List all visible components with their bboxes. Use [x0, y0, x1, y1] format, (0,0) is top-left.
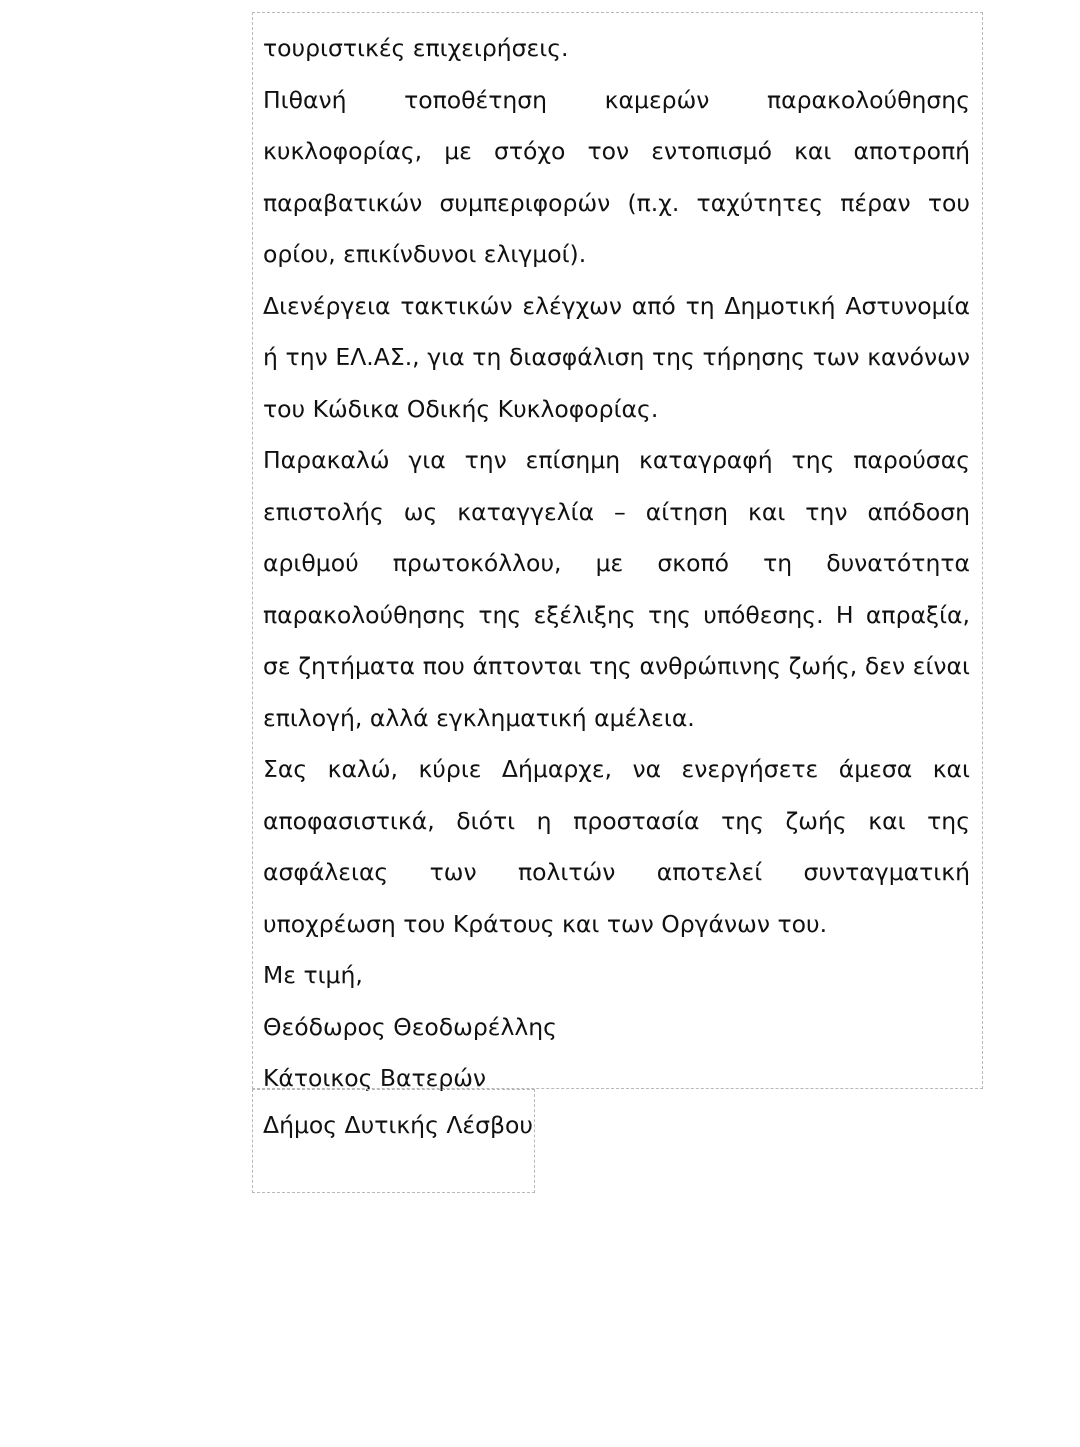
- signature-name: Θεόδωρος Θεοδωρέλλης: [263, 1012, 557, 1041]
- letter-body: [252, 12, 983, 1092]
- municipality-name: Δήμος Δυτικής Λέσβου: [263, 1111, 533, 1139]
- paragraph: Διενέργεια τακτικών ελέγχων από τη Δημοτική Αστυνομία ή την ΕΛ.ΑΣ., για τη διασφάλιση της τήρησης των κανόνων του Κώδικα Οδικής Κυκλοφορίας.: [263, 291, 970, 423]
- recipient-box: [252, 1089, 535, 1193]
- signature-role: Κάτοικος Βατερών: [263, 1064, 487, 1092]
- closing-line: Με τιμή,: [263, 961, 363, 989]
- paragraph: Παρακαλώ για την επίσημη καταγραφή της παρούσας επιστολής ως καταγγελία – αίτηση και την απόδοση αριθμού πρωτοκόλλου, με σκοπό τη δυνατότητα παρακολούθησης της εξέλιξης της υπόθεσης. Η απραξία, σε ζητήματα που άπτονται της ανθρώπινης ζωής, δεν είναι επιλογή, αλλά εγκληματική αμέλεια.: [263, 446, 970, 732]
- paragraph: τουριστικές επιχειρήσεις.: [263, 34, 569, 62]
- paragraph: Σας καλώ, κύριε Δήμαρχε, να ενεργήσετε άμεσα και αποφασιστικά, διότι η προστασία της ζωής και της ασφάλειας των πολιτών αποτελεί συνταγματική υποχρέωση του Κράτους και των Οργάνων του.: [263, 755, 970, 938]
- paragraph: Πιθανή τοποθέτηση καμερών παρακολούθησης κυκλοφορίας, με στόχο τον εντοπισμό και αποτροπή παραβατικών συμπεριφορών (π.χ. ταχύτητες πέραν του ορίου, επικίνδυνοι ελιγμοί).: [263, 85, 970, 268]
